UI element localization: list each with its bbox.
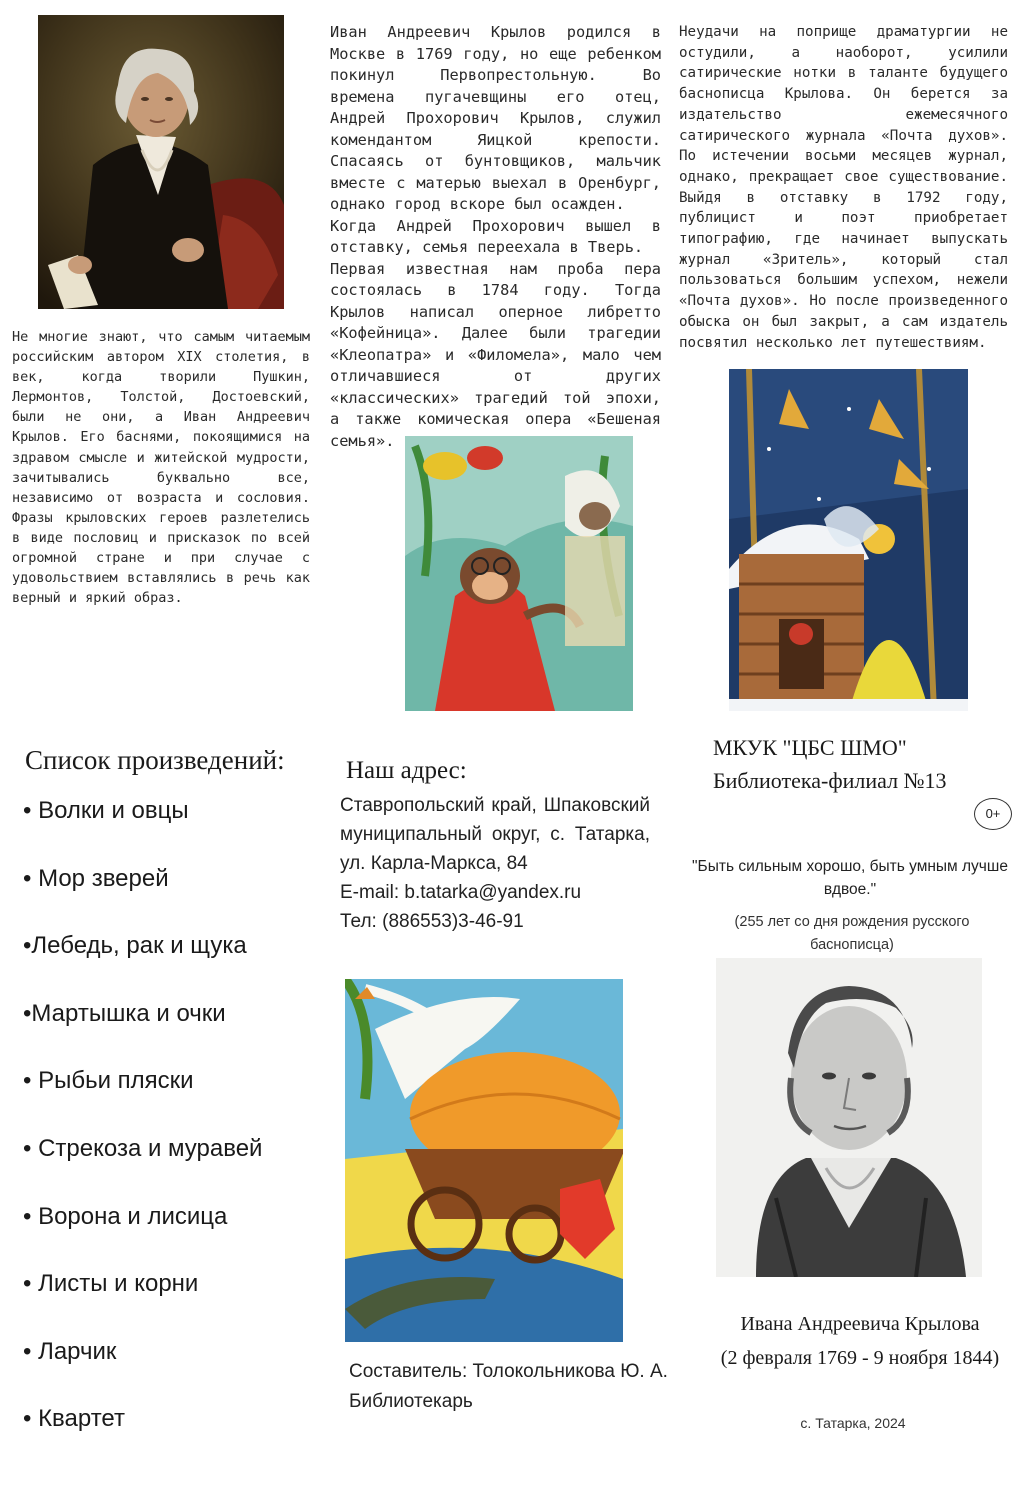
works-item: • Листы и корни: [23, 1270, 199, 1298]
works-item: • Мор зверей: [23, 864, 169, 892]
compiler-role: Библиотекарь: [349, 1391, 473, 1412]
compiler-name: Составитель: Толокольникова Ю. А.: [349, 1361, 668, 1382]
address-block: [340, 791, 650, 936]
works-title: Список произведений:: [25, 745, 285, 775]
works-item: • Ларчик: [23, 1337, 117, 1365]
library-branch: Библиотека-филиал №13: [713, 768, 947, 793]
biography-paragraph-3: Первая известная нам проба пера состоялась в 1784 году. Тогда Крылов написал оперное либретто «Кофейница». Далее были трагедии «Клеопатра» и «Филомела», мало чем отличавшиеся от других «классических» трагедий той эпохи, а также комическая опера «Бешеная семья».: [330, 259, 661, 450]
anniversary-note: (255 лет со дня рождения русского баснописца): [734, 914, 970, 953]
works-list: [23, 796, 262, 1472]
author-name: Ивана Андреевича Крылова: [740, 1313, 980, 1335]
cover-author: [700, 1307, 1020, 1375]
place-and-year: с. Татарка, 2024: [800, 1415, 906, 1431]
works-item: •Лебедь, рак и щука: [23, 932, 247, 960]
cover-quote: "Быть сильным хорошо, быть умным лучше вдвое.": [692, 858, 1008, 898]
author-life-dates: (2 февраля 1769 - 9 ноября 1844): [720, 1347, 1000, 1369]
address-text: Ставропольский край, Шпаковский муниципальный округ, с. Татарка, ул. Карла-Маркса, 84: [340, 795, 650, 874]
biography-paragraph-2: Когда Андрей Прохорович вышел в отставку, семья переехала в Тверь.: [330, 216, 661, 256]
compiler-info: [349, 1357, 668, 1417]
works-item: • Квартет: [23, 1405, 125, 1433]
biography-column-1: [330, 22, 661, 452]
biography-paragraph-4: Неудачи на поприще драматургии не остудили, а наоборот, усилили сатирические нотки в таланте будущего баснописца Крылова. Он берется за издательство ежемесячного сатирического журнала «Почта духов». По истечении восьми месяцев журнал, однако, прекращает свое существование. Выйдя в отставку в 1792 году, публицист и поэт приобретает типографию, где начинает выпускать журнал «Зритель», который стал пользоваться большим успехом, нежели «Почта духов». Но после произведенного обыска он был закрыт, а сам издатель посвятил несколько лет путешествиям.: [679, 24, 1008, 351]
works-item: • Волки и овцы: [23, 797, 189, 824]
swan-crayfish-pike-illustration: [345, 979, 623, 1342]
phone-number[interactable]: Тел: (886553)3-46-91: [340, 911, 524, 932]
intro-section: [12, 327, 310, 608]
works-item: • Стрекоза и муравей: [23, 1134, 263, 1162]
monkey-and-glasses-illustration: [405, 436, 633, 711]
works-item: • Рыбьи пляски: [23, 1067, 194, 1095]
biography-paragraph-1: Иван Андреевич Крылов родился в Москве в 1769 году, но еще ребенком покинул Первопрестольную. Во времена пугачевщины его отец, Андрей Прохорович Крылов, служил комендантом Яицкой крепости. Спасаясь от бунтовщиков, мальчик вместе с матерью выехал в Оренбург, однако город вскоре был осажден.: [330, 23, 661, 213]
works-item: •Мартышка и очки: [23, 999, 226, 1027]
intro-paragraph: Не многие знают, что самым читаемым российским автором XIX столетия, в век, когда творили Пушкин, Лермонтов, Толстой, Достоевский, были не они, а Иван Андреевич Крылов. Его баснями, покоящимися на здравом смысле и житейской мудрости, зачитывались буквально все, независимо от возраста и сословия. Фразы крыловских героев разлетелись в виде пословиц и присказок по всей огромной стране и при случае с удовольствием вставлялись в речь как верный и яркий образ.: [12, 329, 310, 607]
email-link[interactable]: E-mail: b.tatarka@yandex.ru: [340, 882, 582, 903]
krylov-engraved-portrait: [716, 958, 982, 1277]
biography-column-2: [679, 22, 1008, 353]
organization-name: МКУК "ЦБС ШМО": [713, 735, 907, 760]
works-item: • Ворона и лисица: [23, 1202, 228, 1230]
organization: [713, 731, 947, 797]
address-title: Наш адрес:: [346, 757, 467, 784]
age-rating-badge: 0+: [974, 798, 1012, 830]
krylov-seated-portrait: [38, 15, 284, 309]
dragonfly-and-ant-illustration: [729, 369, 968, 711]
